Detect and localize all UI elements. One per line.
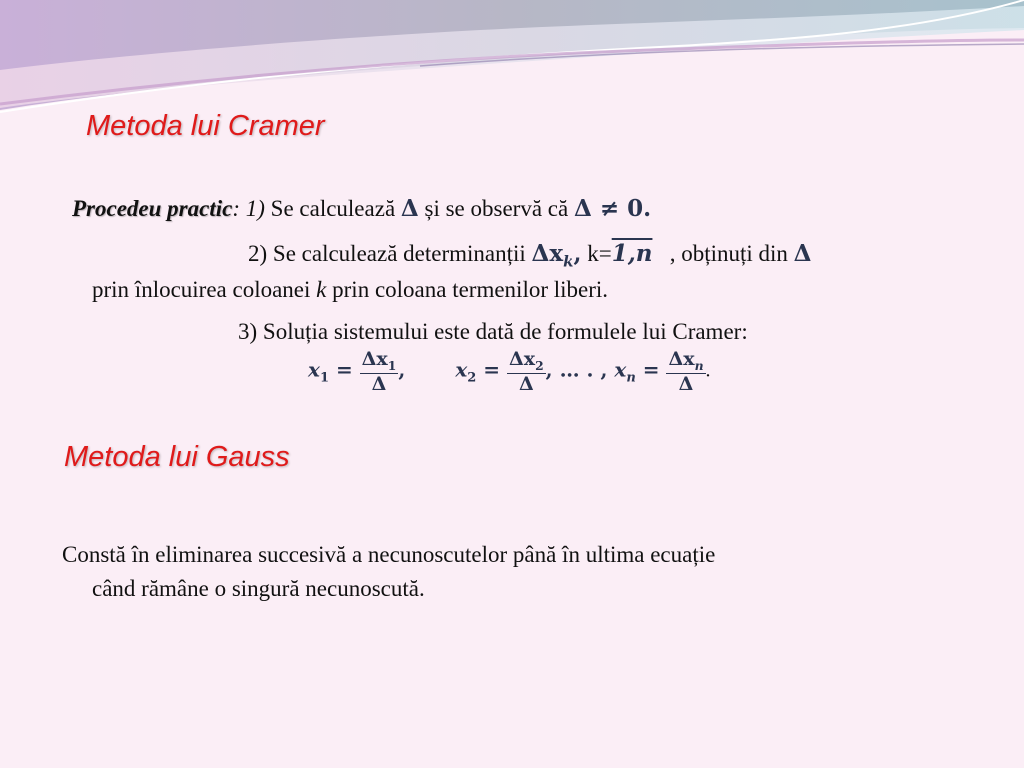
step1-line <box>72 197 651 220</box>
fraction-x2: $\frac{\Delta x_2}{\Delta}$ <box>508 348 544 396</box>
step2-line <box>248 242 812 270</box>
step2-line2: prin înlocuirea coloanei k prin coloana termenilor liberi. <box>92 277 609 302</box>
procedure-label: Procedeu practic <box>72 196 233 221</box>
step2-range: 1,n <box>611 240 653 267</box>
delta-x-k: $\Delta x_k$, <box>531 240 582 271</box>
gauss-title: Metoda lui Gauss <box>64 441 290 473</box>
gauss-text-line1: Constă în eliminarea succesivă a necunoscutelor până în ultima ecuație <box>62 542 716 567</box>
step2-k-eq: k= <box>587 241 612 266</box>
delta-nonzero-condition: Δ ≠ 0. <box>573 195 652 222</box>
cramer-title: Metoda lui Cramer <box>86 110 325 142</box>
step1-mid: și se observă că <box>418 196 574 221</box>
fraction-x1: $\frac{\Delta x_1}{\Delta}$ <box>361 348 397 396</box>
fraction-xn: $\frac{\Delta x_n}{\Delta}$ <box>668 348 704 396</box>
header-wave-decoration <box>0 0 1024 120</box>
cramer-formula: $x_1$ = $\frac{\Delta x_1}{\Delta}$ , $x_2$ = $\frac{\Delta x_2}{\Delta}$ , … . , $x_n$ = $\frac{\Delta x_n}{\Delta}$ . <box>308 348 711 396</box>
step2-text: 2) Se calculează determinanții <box>248 241 532 266</box>
delta-symbol: Δ <box>400 195 419 222</box>
step2-tail: , obținuți din <box>669 241 794 266</box>
step1-text: Se calculează <box>264 196 401 221</box>
delta-symbol-2: Δ <box>793 240 812 267</box>
step3-line: 3) Soluția sistemului este dată de formulele lui Cramer: <box>238 319 748 344</box>
step1-number: : 1) <box>232 196 265 221</box>
gauss-text-line2: când rămâne o singură necunoscută. <box>92 576 425 601</box>
